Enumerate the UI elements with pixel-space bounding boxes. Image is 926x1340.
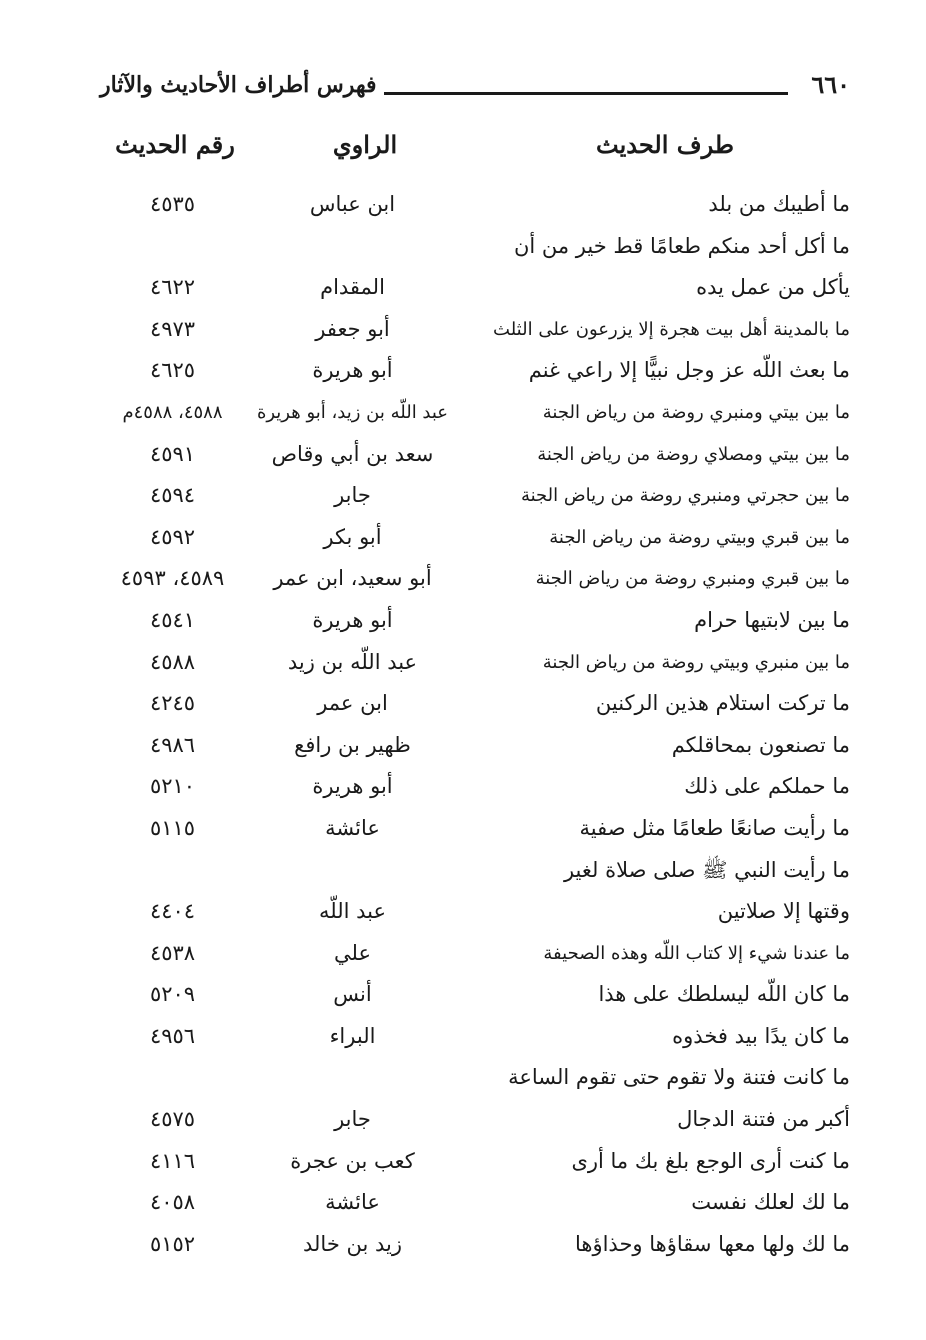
hadith-number: ٥١٥٢ xyxy=(149,1231,196,1256)
hadith-text: ما كانت فتنة ولا تقوم حتى تقوم الساعة xyxy=(508,1065,850,1090)
column-header-number: رقم الحديث xyxy=(115,130,235,159)
column-header-hadith: طرف الحديث xyxy=(596,130,734,159)
index-row xyxy=(100,267,850,309)
narrator: أنس xyxy=(333,982,372,1007)
hadith-index-table xyxy=(100,130,850,1265)
hadith-number: ٤٩٧٣ xyxy=(149,316,196,341)
hadith-number: ٤٢٤٥ xyxy=(149,691,196,716)
index-row xyxy=(100,475,850,517)
hadith-text: ما كان يدًا بيد فخذوه xyxy=(672,1023,850,1048)
index-row xyxy=(100,1141,850,1183)
hadith-text: ما بين منبري وبيتي روضة من رياض الجنة xyxy=(542,651,850,673)
hadith-number: ٤٥٧٥ xyxy=(149,1107,196,1132)
hadith-text: ما كنت أرى الوجع بلغ بك ما أرى xyxy=(571,1148,850,1173)
hadith-text: ما بين بيتي ومصلاي روضة من رياض الجنة xyxy=(537,443,850,465)
narrator: البراء xyxy=(329,1023,376,1048)
hadith-number: ٤٩٥٦ xyxy=(149,1023,196,1048)
narrator: عبد اللّه بن زيد xyxy=(287,649,418,674)
page-number: ٦٦٠ xyxy=(811,70,850,99)
hadith-text: ما تصنعون بمحاقلكم xyxy=(671,732,850,757)
narrator: المقدام xyxy=(320,275,385,300)
narrator: عائشة xyxy=(325,1190,380,1215)
index-row xyxy=(100,600,850,642)
narrator: أبو هريرة xyxy=(312,607,393,632)
hadith-text: ما رأيت صانعًا طعامًا مثل صفية xyxy=(579,815,850,840)
hadith-text: ما أكل أحد منكم طعامًا قط خير من أن xyxy=(513,233,850,258)
hadith-number: ٤٥٨٨ xyxy=(149,649,196,674)
narrator: ابن عمر xyxy=(317,691,388,716)
hadith-number: ٤٥٣٨ xyxy=(149,940,196,965)
index-row xyxy=(100,1224,850,1266)
hadith-number: ٤١١٦ xyxy=(149,1148,196,1173)
hadith-text: ما كان اللّه ليسلطك على هذا xyxy=(598,982,850,1007)
index-row xyxy=(100,350,850,392)
index-row xyxy=(100,1057,850,1099)
index-row xyxy=(100,392,850,434)
hadith-text: ما حملكم على ذلك xyxy=(684,774,850,799)
index-row xyxy=(100,517,850,559)
index-row xyxy=(100,226,850,268)
narrator: جابر xyxy=(334,483,371,508)
column-headers xyxy=(100,130,850,184)
running-title: فهرس أطراف الأحاديث والآثار xyxy=(100,72,377,98)
hadith-text: ما بين قبري ومنبري روضة من رياض الجنة xyxy=(535,568,850,590)
hadith-text: ما عندنا شيء إلا كتاب اللّه وهذه الصحيفة xyxy=(543,942,850,964)
index-row xyxy=(100,808,850,850)
hadith-number: ٤٥٩٤ xyxy=(149,483,196,508)
index-row xyxy=(100,1099,850,1141)
index-row xyxy=(100,558,850,600)
narrator: أبو هريرة xyxy=(312,358,393,383)
index-row xyxy=(100,1182,850,1224)
index-rows xyxy=(100,184,850,1265)
hadith-number: ٤٥٣٥ xyxy=(149,192,196,216)
running-header xyxy=(100,70,850,110)
narrator: عائشة xyxy=(325,815,380,840)
index-row xyxy=(100,184,850,226)
hadith-text: ما بالمدينة أهل بيت هجرة إلا يزرعون على الثلث xyxy=(493,318,850,340)
index-row xyxy=(100,933,850,975)
hadith-number: ٤٠٥٨ xyxy=(149,1190,196,1215)
index-row xyxy=(100,642,850,684)
hadith-number: ٤٦٢٢ xyxy=(149,275,196,300)
narrator: أبو بكر xyxy=(323,524,382,549)
narrator: عبد اللّه xyxy=(318,899,386,924)
hadith-number: ٤٥٤١ xyxy=(149,607,196,632)
index-row xyxy=(100,1016,850,1058)
index-row xyxy=(100,725,850,767)
narrator: ابن عباس xyxy=(309,192,396,216)
index-row xyxy=(100,850,850,892)
index-row xyxy=(100,309,850,351)
hadith-text: ما بين لابتيها حرام xyxy=(694,607,850,632)
hadith-text: ما تركت استلام هذين الركنين xyxy=(595,691,850,716)
hadith-number: ٤٥٨٩، ٤٥٩٣ xyxy=(120,566,225,591)
narrator: ظهير بن رافع xyxy=(294,732,411,757)
narrator: زيد بن خالد xyxy=(303,1231,402,1256)
hadith-text: وقتها إلا صلاتين xyxy=(717,899,850,924)
narrator: عبد اللّه بن زيد، أبو هريرة xyxy=(256,401,449,423)
hadith-number: ٥١١٥ xyxy=(149,815,196,840)
index-row xyxy=(100,974,850,1016)
narrator: أبو هريرة xyxy=(312,774,393,799)
index-row xyxy=(100,891,850,933)
index-row xyxy=(100,434,850,476)
header-rule xyxy=(384,92,788,95)
hadith-number: ٤٥٩٢ xyxy=(149,524,196,549)
hadith-text: ما رأيت النبي ﷺ صلى صلاة لغير xyxy=(563,857,850,882)
column-header-narrator: الراوي xyxy=(332,130,398,159)
hadith-number: ٤٥٩١ xyxy=(149,441,196,466)
hadith-text: أكبر من فتنة الدجال xyxy=(677,1107,850,1132)
hadith-text: ما لك لعلك نفست xyxy=(691,1190,850,1215)
hadith-text: ما أطيبك من بلد xyxy=(708,192,850,216)
narrator: علي xyxy=(334,940,371,965)
hadith-number: ٤٩٨٦ xyxy=(149,732,196,757)
index-row xyxy=(100,766,850,808)
hadith-text: ما بين بيتي ومنبري روضة من رياض الجنة xyxy=(542,401,850,423)
hadith-text: ما بعث اللّه عز وجل نبيًّا إلا راعي غنم xyxy=(528,358,850,383)
narrator: سعد بن أبي وقاص xyxy=(271,441,434,466)
narrator: أبو سعيد، ابن عمر xyxy=(273,566,432,591)
index-row xyxy=(100,683,850,725)
hadith-number: ٤٦٢٥ xyxy=(149,358,196,383)
narrator: جابر xyxy=(334,1107,371,1132)
hadith-number: ٤٤٠٤ xyxy=(149,899,196,924)
hadith-number: ٥٢٠٩ xyxy=(149,982,196,1007)
hadith-text: يأكل من عمل يده xyxy=(696,275,850,300)
hadith-text: ما لك ولها معها سقاؤها وحذاؤها xyxy=(574,1231,850,1256)
hadith-number: ٥٢١٠ xyxy=(149,774,196,799)
hadith-number: ٤٥٨٨، ٤٥٨٨م xyxy=(122,401,223,423)
hadith-text: ما بين حجرتي ومنبري روضة من رياض الجنة xyxy=(520,485,850,507)
narrator: أبو جعفر xyxy=(315,316,390,341)
hadith-text: ما بين قبري وبيتي روضة من رياض الجنة xyxy=(549,526,850,548)
narrator: كعب بن عجرة xyxy=(290,1148,415,1173)
